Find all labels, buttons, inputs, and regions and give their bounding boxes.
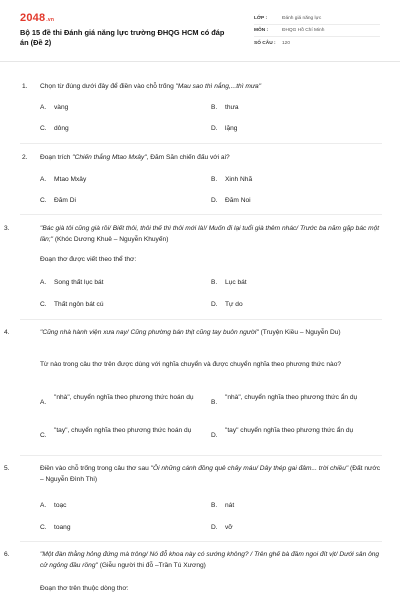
option-letter: D. [211, 125, 218, 132]
option-text: Đăm Di [54, 197, 76, 204]
question-number: 1. [22, 83, 28, 90]
question-divider [20, 455, 382, 456]
option-text: Mtao Mxây [54, 176, 87, 183]
question-divider [20, 214, 382, 215]
option-text: "nhà", chuyển nghĩa theo phương thức hoán dụ [54, 394, 194, 401]
question-text: (Đất nước – Nguyễn Đình Thi) [40, 465, 381, 483]
question-1-stem [22, 81, 382, 92]
option-letter: D. [211, 197, 218, 204]
meta-row-count [254, 37, 380, 49]
question-quote: "Chiến thắng Mtao Mxây" [72, 154, 147, 161]
question-6-stem [4, 549, 382, 571]
question-divider [20, 319, 382, 320]
option-text: thưa [225, 104, 239, 111]
question-number: 4. [4, 329, 10, 336]
question-quote: "Cũng nhà hành viện xưa nay/ Cũng phường bán thịt cũng tay buôn người" [40, 329, 259, 336]
option-text: Xinh Nhã [225, 176, 253, 183]
question-number: 3. [4, 225, 10, 232]
question-text: (Truyện Kiều – Nguyễn Du) [258, 329, 341, 336]
option-letter: A. [40, 399, 47, 406]
question-2-stem [22, 152, 382, 163]
option-text: Đăm Noi [225, 197, 251, 204]
option-letter: D. [211, 301, 218, 308]
option-letter: B. [211, 399, 218, 406]
question-4-option-c[interactable] [40, 426, 194, 441]
meta-label: LỚP : [254, 16, 268, 21]
question-4-option-b[interactable] [211, 393, 383, 408]
question-2-option-c[interactable] [40, 196, 194, 206]
meta-table [254, 13, 380, 49]
question-3-option-b[interactable] [211, 278, 365, 288]
logo-text: 2048 [20, 12, 46, 24]
question-text: Chọn từ đúng dưới đây để điền vào chỗ trống [40, 83, 176, 90]
option-text: Lục bát [225, 279, 247, 286]
question-number: 2. [22, 154, 28, 161]
option-text: "nhà", chuyển nghĩa theo phương thức ẩn dụ [225, 394, 358, 401]
option-text: "tay" chuyển nghĩa theo phương thức ẩn dụ [225, 427, 354, 434]
question-3-option-c[interactable] [40, 300, 194, 310]
logo-suffix: .vn [46, 17, 55, 23]
meta-value: 120 [282, 40, 291, 46]
question-quote: "Mau sao thì nắng,...thì mưa" [175, 83, 262, 90]
question-1-option-c[interactable] [40, 124, 194, 134]
option-text: toạc [54, 502, 67, 509]
option-text: lặng [225, 125, 238, 132]
question-1-option-a[interactable] [40, 103, 194, 113]
meta-label: SỐ CÂU : [254, 40, 276, 46]
option-text: nát [225, 502, 235, 509]
option-letter: C. [40, 524, 47, 531]
question-text: , Đăm Săn chiến đấu với ai? [146, 154, 230, 161]
question-divider [20, 143, 382, 144]
question-5-stem [4, 463, 382, 485]
question-5-option-d[interactable] [211, 523, 365, 533]
option-letter: A. [40, 502, 47, 509]
question-4-option-a[interactable] [40, 393, 194, 408]
option-text: Thất ngôn bát cú [54, 301, 104, 308]
question-1-option-b[interactable] [211, 103, 365, 113]
question-5-option-b[interactable] [211, 501, 365, 511]
question-4-prompt: Từ nào trong câu thơ trên được dùng với nghĩa chuyển và được chuyển nghĩa theo phương thức nào? [40, 361, 342, 368]
option-letter: C. [40, 301, 47, 308]
option-letter: B. [211, 279, 218, 286]
question-number: 5. [4, 465, 10, 472]
site-logo[interactable] [20, 12, 54, 24]
question-2-option-b[interactable] [211, 175, 365, 185]
meta-value: ĐHQG Hồ Chí Minh [282, 28, 325, 33]
question-4-option-d[interactable] [211, 426, 383, 441]
question-quote: "Bác già tôi cũng già rồi/ Biết thôi, thôi thế thì thôi mới là!/ Muốn đi lại tuổi già thêm nhác/ Trước ba năm gặp bác một lần;" [40, 225, 380, 243]
document-title: Bộ 15 đề thi Đánh giá năng lực trường ĐHQG HCM có đáp án (Đề 2) [20, 28, 225, 47]
question-1-option-d[interactable] [211, 124, 365, 134]
question-6-prompt: Đoạn thơ trên thuộc dòng thơ: [40, 585, 129, 592]
question-5-option-a[interactable] [40, 501, 194, 511]
question-3-prompt: Đoạn thơ được viết theo thể thơ: [40, 256, 137, 263]
option-text: Song thất lục bát [54, 279, 104, 286]
option-text: Tự do [225, 301, 243, 308]
question-quote: "Ôi những cánh đồng quê chảy máu/ Dây thép gai đâm... trời chiều" [150, 465, 349, 472]
question-text: Đoạn trích [40, 154, 73, 161]
option-text: dông [54, 125, 69, 132]
option-text: "tay", chuyển nghĩa theo phương thức hoán dụ [54, 427, 192, 434]
option-letter: A. [40, 279, 47, 286]
question-3-option-d[interactable] [211, 300, 365, 310]
option-letter: B. [211, 176, 218, 183]
option-letter: D. [211, 432, 218, 439]
option-letter: C. [40, 197, 47, 204]
question-text: (Giễu người thi đỗ –Trần Tú Xương) [97, 562, 206, 569]
page-header [0, 0, 400, 62]
question-2-option-a[interactable] [40, 175, 194, 185]
option-letter: C. [40, 125, 47, 132]
option-letter: D. [211, 524, 218, 531]
meta-row-class [254, 13, 380, 25]
option-text: vỡ [225, 524, 233, 531]
meta-label: MÔN : [254, 28, 269, 33]
question-4-stem [4, 327, 382, 338]
question-quote: "Một đàn thằng hỏng đứng mà trông/ Nó đỗ khoa này có sướng không? / Trên ghế bà đầm ngoi đít vịt/ Dưới sân ông cử ngỏng đầu rồng" [40, 551, 380, 569]
option-letter: C. [40, 432, 47, 439]
meta-row-subject [254, 25, 380, 37]
question-3-stem [4, 223, 382, 245]
question-number: 6. [4, 551, 10, 558]
question-divider [20, 541, 382, 542]
option-letter: A. [40, 176, 47, 183]
question-3-option-a[interactable] [40, 278, 194, 288]
option-letter: B. [211, 104, 218, 111]
question-text: (Khóc Dương Khuê – Nguyễn Khuyến) [52, 236, 169, 243]
option-text: vàng [54, 104, 69, 111]
option-text: toang [54, 524, 71, 531]
option-letter: B. [211, 502, 218, 509]
option-letter: A. [40, 104, 47, 111]
meta-value: Đánh giá năng lực [282, 16, 322, 21]
question-text: Điền vào chỗ trống trong câu thơ sau [40, 465, 151, 472]
question-5-option-c[interactable] [40, 523, 194, 533]
question-2-option-d[interactable] [211, 196, 365, 206]
